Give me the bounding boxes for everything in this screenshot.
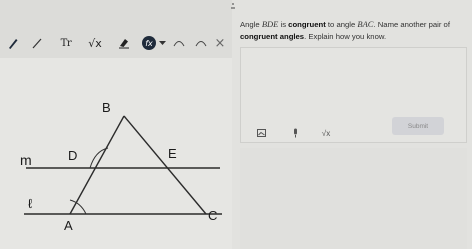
- lower-panel: [240, 148, 467, 249]
- function-tool-button[interactable]: fx: [142, 36, 156, 50]
- math-input-button[interactable]: √x: [321, 128, 331, 138]
- undo-icon[interactable]: [172, 34, 186, 52]
- question-prompt: [240, 18, 470, 43]
- text-tool-button[interactable]: Tr: [60, 37, 72, 49]
- drawing-toolbar: [0, 0, 232, 58]
- label-line-m: m: [20, 152, 32, 168]
- question-text: is: [278, 20, 289, 29]
- redo-icon[interactable]: [194, 34, 208, 52]
- eraser-icon[interactable]: [117, 34, 131, 52]
- triangle-figure: [0, 58, 232, 249]
- segment-BC: [124, 116, 206, 214]
- line-tool-icon[interactable]: [30, 34, 44, 52]
- pen-tool-icon[interactable]: [6, 34, 20, 52]
- drawing-canvas[interactable]: [0, 58, 232, 249]
- label-point-A: A: [64, 218, 73, 233]
- emphasis-text: congruent angles: [240, 32, 305, 41]
- angle-name: BDE: [261, 19, 279, 29]
- label-point-B: B: [102, 100, 111, 115]
- cursor-icon: [228, 2, 240, 16]
- segment-BA: [70, 116, 124, 214]
- submit-button[interactable]: Submit: [392, 117, 444, 135]
- question-text: Angle: [240, 20, 262, 29]
- label-point-D: D: [68, 148, 78, 163]
- emphasis-text: congruent: [288, 20, 326, 29]
- image-upload-icon[interactable]: [255, 126, 267, 140]
- question-text: to angle: [325, 20, 358, 29]
- angle-BAC-arc: [70, 200, 86, 214]
- angle-name: BAC: [357, 19, 374, 29]
- label-point-C: C: [208, 208, 218, 223]
- question-text: . Explain how you know.: [304, 32, 387, 41]
- close-icon[interactable]: ×: [214, 35, 226, 51]
- label-point-E: E: [168, 146, 177, 161]
- microphone-icon[interactable]: [289, 126, 301, 140]
- label-line-l: ℓ: [28, 196, 33, 211]
- math-tool-button[interactable]: √x: [88, 36, 102, 50]
- question-text: . Name another pair of: [373, 20, 450, 29]
- chevron-down-icon[interactable]: [158, 34, 166, 52]
